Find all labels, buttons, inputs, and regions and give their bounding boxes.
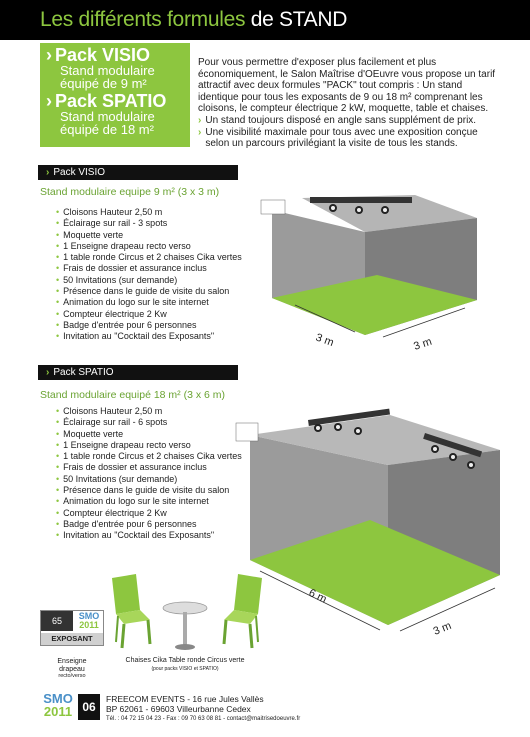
list-item: • Invitation au "Cocktail des Exposants" <box>56 530 242 541</box>
list-item: • 1 table ronde Circus et 2 chaises Cika vertes <box>56 451 242 462</box>
packs-box <box>40 43 190 147</box>
list-item: • Moquette verte <box>56 230 242 241</box>
flag-sign <box>40 610 104 646</box>
spot-icon <box>431 445 439 453</box>
list-item: • Badge d'entrée pour 6 personnes <box>56 519 242 530</box>
footer-logo: SMO 2011 <box>43 691 73 719</box>
pack-visio-line2: équipé de 9 m² <box>60 76 147 91</box>
sign-label: EXPOSANT <box>41 633 103 645</box>
pack-spatio-line2: équipé de 18 m² <box>60 122 154 137</box>
list-item: • 50 Invitations (sur demande) <box>56 474 242 485</box>
visio-stand-title: Stand modulaire equipe 9 m² (3 x 3 m) <box>40 186 220 198</box>
page-header <box>0 0 530 40</box>
pack-spatio-line1: Stand modulaire <box>60 109 155 124</box>
list-item: • Frais de dossier et assurance inclus <box>56 263 242 274</box>
list-item: • Invitation au "Cocktail des Exposants" <box>56 331 242 342</box>
chevron-right-icon: › <box>46 167 50 178</box>
dimension-label-a: 6 m <box>306 586 329 606</box>
intro-bullet: › Une visibilité maximale pour tous avec une exposition conçue selon un parcours privilégiant la visite de tous les stands. <box>198 126 478 150</box>
dimension-label-b: 3 m <box>412 335 434 353</box>
spot-icon <box>314 424 322 432</box>
spot-icon <box>449 453 457 461</box>
list-item: • Cloisons Hauteur 2,50 m <box>56 207 242 218</box>
list-item: • Présence dans le guide de visite du salon <box>56 286 242 297</box>
section-bar-visio: › Pack VISIO <box>38 165 238 180</box>
sign-mini <box>236 423 258 441</box>
pack-spatio-name: Pack SPATIO <box>55 91 167 111</box>
spatio-feature-list <box>56 406 242 542</box>
spot-icon <box>354 427 362 435</box>
pack-visio-name: Pack VISIO <box>55 45 151 65</box>
list-item: • Cloisons Hauteur 2,50 m <box>56 406 242 417</box>
footer-address: FREECOM EVENTS - 16 rue Jules Vallès BP 62061 - 69603 Villeurbanne Cedex Tél. : 04 72 15 04 23 - Fax : 09 70 63 08 81 - contact@maitrisedoeuvre.fr <box>106 694 301 722</box>
list-item: • 50 Invitations (sur demande) <box>56 275 242 286</box>
spot-icon <box>467 461 475 469</box>
chair-right <box>224 574 262 648</box>
furniture-caption: Chaises Cika Table ronde Circus verte (pour packs VISIO et SPATIO) <box>125 657 245 672</box>
list-item: • Éclairage sur rail - 3 spots <box>56 218 242 229</box>
list-item: • Présence dans le guide de visite du salon <box>56 485 242 496</box>
chevron-right-icon: › <box>46 45 52 65</box>
intro-bullet: › Un stand toujours disposé en angle sans supplément de prix. <box>198 114 477 126</box>
chair-left <box>112 574 150 648</box>
list-item: • Frais de dossier et assurance inclus <box>56 462 242 473</box>
list-item: • Éclairage sur rail - 6 spots <box>56 417 242 428</box>
section-bar-spatio: › Pack SPATIO <box>38 365 238 380</box>
light-rail <box>310 197 412 203</box>
chevron-right-icon: › <box>46 367 50 378</box>
list-item: • Compteur électrique 2 Kw <box>56 508 242 519</box>
list-item: • Moquette verte <box>56 429 242 440</box>
intro-text <box>198 57 498 150</box>
sign-number: 65 <box>41 611 73 631</box>
header-title-part2: de STAND <box>250 8 348 31</box>
chevron-right-icon: › <box>46 91 52 111</box>
page-number: 06 <box>78 694 100 720</box>
visio-stand-illustration <box>255 180 505 360</box>
sign-mini <box>261 200 285 214</box>
list-item: • 1 Enseigne drapeau recto verso <box>56 440 242 451</box>
list-item: • Compteur électrique 2 Kw <box>56 309 242 320</box>
visio-feature-list <box>56 207 242 343</box>
dimension-label-b: 3 m <box>431 619 454 638</box>
chevron-right-icon: › <box>198 114 202 126</box>
spatio-stand-title: Stand modulaire equipé 18 m² (3 x 6 m) <box>40 389 226 401</box>
chevron-right-icon: › <box>198 126 202 138</box>
sign-logo: SMO 2011 <box>78 611 100 630</box>
header-title-part1: Les différents formules <box>40 8 246 31</box>
list-item: • 1 Enseigne drapeau recto verso <box>56 241 242 252</box>
pack-visio-line1: Stand modulaire <box>60 63 155 78</box>
spot-icon <box>355 206 363 214</box>
sign-caption: Enseigne drapeau recto/verso <box>57 658 87 679</box>
round-table <box>163 602 207 650</box>
list-item: • Animation du logo sur le site internet <box>56 496 242 507</box>
list-item: • Badge d'entrée pour 6 personnes <box>56 320 242 331</box>
intro-paragraph: Pour vous permettre d'exposer plus facilement et plus économiquement, le Salon Maîtrise d'OEuvre vous propose un tarif attractif avec deux formules "PACK" tout compris : Un stand identique pour tous les exposants de 9 ou 18 m² comprenant les cloisons, le compteur électrique 2 kW, moquette, table et chaises. <box>198 57 496 115</box>
spot-icon <box>381 206 389 214</box>
list-item: • 1 table ronde Circus et 2 chaises Cika vertes <box>56 252 242 263</box>
dimension-label-a: 3 m <box>313 331 336 350</box>
list-item: • Animation du logo sur le site internet <box>56 297 242 308</box>
spot-icon <box>334 423 342 431</box>
spatio-stand-illustration <box>230 395 530 645</box>
furniture-illustration <box>110 572 265 654</box>
spot-icon <box>329 204 337 212</box>
